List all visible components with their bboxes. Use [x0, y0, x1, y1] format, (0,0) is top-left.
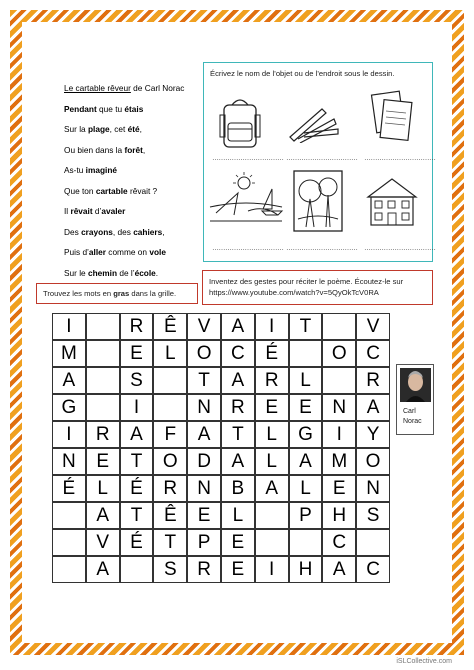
picture-exercise-box	[203, 62, 436, 262]
site-watermark: iSLCollective.com	[396, 658, 452, 665]
text-run: comme on	[105, 247, 150, 257]
grid-cell[interactable]: A	[52, 367, 86, 394]
bold-word: école	[134, 267, 156, 278]
grid-cell[interactable]: A	[322, 556, 356, 583]
grid-cell[interactable]	[289, 529, 323, 556]
grid-cell[interactable]: C	[356, 340, 390, 367]
author-photo	[400, 368, 431, 402]
grid-cell[interactable]: T	[289, 313, 323, 340]
grid-cell[interactable]: A	[187, 421, 221, 448]
grid-cell[interactable]: M	[322, 448, 356, 475]
grid-cell[interactable]: Y	[356, 421, 390, 448]
grid-cell[interactable]: H	[289, 556, 323, 583]
grid-cell[interactable]: Ê	[153, 313, 187, 340]
grid-cell[interactable]: A	[289, 448, 323, 475]
grid-cell[interactable]: A	[356, 394, 390, 421]
grid-cell[interactable]: M	[52, 340, 86, 367]
bold-word: Pendant	[64, 103, 97, 114]
grid-cell[interactable]: L	[255, 448, 289, 475]
grid-row	[52, 367, 390, 394]
grid-row	[52, 475, 390, 502]
bold-word: aller	[88, 247, 106, 257]
grid-cell[interactable]: C	[221, 340, 255, 367]
grid-cell[interactable]: É	[120, 529, 154, 556]
grid-cell[interactable]: R	[187, 556, 221, 583]
answer-line-6[interactable]: ……………………………	[364, 245, 436, 252]
grid-cell[interactable]: S	[153, 556, 187, 583]
grid-cell[interactable]: N	[52, 448, 86, 475]
bold-word: avaler	[101, 206, 126, 216]
bold-word: cartable	[95, 185, 128, 196]
grid-cell[interactable]: R	[255, 367, 289, 394]
grid-cell[interactable]	[86, 394, 120, 421]
grid-cell[interactable]: L	[86, 475, 120, 502]
answer-line-1[interactable]: ……………………………	[212, 155, 284, 162]
grid-cell[interactable]: I	[255, 556, 289, 583]
grid-cell[interactable]	[86, 340, 120, 367]
grid-cell[interactable]: G	[289, 421, 323, 448]
poem-line	[64, 119, 199, 140]
grid-cell[interactable]: C	[322, 529, 356, 556]
bold-word: forêt	[124, 144, 143, 155]
grid-cell[interactable]: N	[187, 475, 221, 502]
grid-cell[interactable]: L	[221, 502, 255, 529]
grid-instruction-text	[43, 289, 176, 298]
text-run: Trouvez les mots en	[43, 289, 114, 298]
grid-cell[interactable]: I	[52, 313, 86, 340]
grid-instruction-box	[36, 283, 198, 304]
grid-row	[52, 313, 390, 340]
word-search-grid	[52, 313, 390, 583]
text-run: de Carl Norac	[130, 83, 185, 93]
grid-cell[interactable]: A	[221, 313, 255, 340]
text-run: Sur la	[64, 124, 88, 134]
grid-cell[interactable]: R	[221, 394, 255, 421]
author-last-name: Norac	[403, 418, 422, 425]
grid-cell[interactable]	[120, 556, 154, 583]
grid-cell[interactable]: R	[153, 475, 187, 502]
grid-cell[interactable]: A	[86, 502, 120, 529]
grid-cell[interactable]: O	[187, 340, 221, 367]
grid-cell[interactable]: F	[153, 421, 187, 448]
grid-cell[interactable]	[86, 367, 120, 394]
text-run: rêvait ?	[127, 185, 158, 196]
grid-cell[interactable]: E	[120, 340, 154, 367]
bold-word: chemin	[87, 267, 118, 278]
grid-cell[interactable]: E	[221, 556, 255, 583]
grid-cell[interactable]: O	[356, 448, 390, 475]
text-run: Que ton	[64, 185, 96, 196]
grid-cell[interactable]: É	[255, 340, 289, 367]
grid-cell[interactable]: I	[52, 421, 86, 448]
grid-cell[interactable]: E	[221, 529, 255, 556]
grid-cell[interactable]: D	[187, 448, 221, 475]
text-run: As-tu	[64, 165, 86, 175]
grid-cell[interactable]: E	[322, 475, 356, 502]
poem-line	[64, 140, 199, 161]
text-run: de l’	[117, 267, 135, 278]
answer-line-5[interactable]: ……………………………	[286, 245, 358, 252]
backpack-drawing	[218, 93, 262, 153]
picture-instruction: Écrivez le nom de l’objet ou de l’endroit sous le dessin.	[210, 69, 395, 78]
poem-line	[64, 263, 199, 284]
grid-cell[interactable]: E	[289, 394, 323, 421]
grid-row	[52, 421, 390, 448]
grid-cell[interactable]	[289, 340, 323, 367]
grid-cell[interactable]: P	[289, 502, 323, 529]
grid-cell[interactable]	[52, 502, 86, 529]
grid-cell[interactable]: P	[187, 529, 221, 556]
text-run: ,	[162, 226, 165, 237]
grid-cell[interactable]: A	[221, 448, 255, 475]
grid-cell[interactable]: I	[322, 421, 356, 448]
grid-cell[interactable]: I	[120, 394, 154, 421]
bold-word: gras	[113, 289, 130, 298]
grid-cell[interactable]: L	[153, 340, 187, 367]
video-link[interactable]: https://www.youtube.com/watch?v=5QyOkTcV0RA	[209, 288, 379, 297]
poem-text	[64, 78, 199, 283]
school-building-drawing	[364, 175, 420, 229]
grid-cell[interactable]	[322, 367, 356, 394]
sailboat-drawing	[260, 187, 284, 217]
grid-cell[interactable]	[153, 367, 187, 394]
forest-drawing	[292, 169, 344, 233]
grid-cell[interactable]: S	[356, 502, 390, 529]
grid-cell[interactable]: E	[86, 448, 120, 475]
grid-cell[interactable]: E	[187, 502, 221, 529]
video-instruction-box	[202, 270, 433, 305]
grid-row	[52, 502, 390, 529]
grid-cell[interactable]: A	[86, 556, 120, 583]
poem-line	[64, 201, 199, 222]
text-run: d’	[92, 206, 102, 216]
grid-cell[interactable]: R	[356, 367, 390, 394]
grid-cell[interactable]	[356, 529, 390, 556]
text-run: que tu	[96, 103, 125, 114]
text-run: ,	[142, 144, 146, 155]
bold-word: plage	[87, 124, 110, 134]
text-run: Des	[64, 226, 82, 237]
grid-cell[interactable]	[52, 529, 86, 556]
poem-line	[64, 242, 199, 263]
grid-cell[interactable]: N	[187, 394, 221, 421]
notebooks-drawing	[370, 89, 414, 147]
grid-cell[interactable]: O	[322, 340, 356, 367]
grid-row	[52, 529, 390, 556]
grid-cell[interactable]: A	[120, 421, 154, 448]
poem-line	[64, 181, 199, 202]
grid-row	[52, 340, 390, 367]
grid-cell[interactable]: R	[86, 421, 120, 448]
author-first-name: Carl	[403, 408, 416, 415]
bold-word: rêvait	[70, 206, 93, 216]
grid-cell[interactable]	[52, 556, 86, 583]
grid-cell[interactable]: C	[356, 556, 390, 583]
grid-cell[interactable]: V	[187, 313, 221, 340]
bold-word: imaginé	[85, 165, 118, 175]
text-run: .	[155, 267, 159, 278]
text-run: Le cartable rêveur	[64, 83, 131, 93]
grid-cell[interactable]: É	[52, 475, 86, 502]
grid-cell[interactable]: T	[153, 529, 187, 556]
grid-cell[interactable]: H	[322, 502, 356, 529]
poem-line	[64, 99, 199, 120]
grid-cell[interactable]: S	[120, 367, 154, 394]
grid-cell[interactable]: A	[221, 367, 255, 394]
poem-line	[64, 160, 199, 181]
bold-word: vole	[149, 247, 166, 257]
answer-line-2[interactable]: ……………………………	[286, 155, 358, 162]
grid-cell[interactable]: T	[120, 448, 154, 475]
video-instruction-text: Inventez des gestes pour réciter le poème. Écoutez-le sur	[209, 277, 404, 286]
text-run: dans la grille.	[129, 289, 177, 298]
pencils-drawing	[286, 103, 342, 143]
text-run: Ou bien dans la	[64, 144, 125, 155]
grid-cell[interactable]: L	[289, 475, 323, 502]
grid-cell[interactable]: N	[356, 475, 390, 502]
grid-cell[interactable]: T	[187, 367, 221, 394]
bold-word: étais	[124, 103, 144, 114]
grid-row	[52, 556, 390, 583]
grid-cell[interactable]: G	[52, 394, 86, 421]
grid-cell[interactable]	[255, 529, 289, 556]
grid-cell[interactable]: É	[120, 475, 154, 502]
grid-cell[interactable]	[86, 313, 120, 340]
text-run: , cet	[109, 124, 128, 134]
text-run: , des	[112, 226, 134, 237]
text-run: ,	[139, 124, 142, 134]
grid-cell[interactable]: T	[120, 502, 154, 529]
grid-cell[interactable]: R	[120, 313, 154, 340]
grid-cell[interactable]: E	[255, 394, 289, 421]
answer-line-4[interactable]: ……………………………	[212, 245, 284, 252]
poem-title	[64, 78, 199, 99]
grid-row	[52, 448, 390, 475]
bold-word: cahiers	[133, 226, 163, 237]
grid-cell[interactable]	[322, 313, 356, 340]
grid-cell[interactable]: V	[86, 529, 120, 556]
bold-word: été	[127, 124, 140, 134]
grid-cell[interactable]: L	[255, 421, 289, 448]
author-card	[396, 364, 434, 435]
grid-cell[interactable]: I	[255, 313, 289, 340]
grid-cell[interactable]	[153, 394, 187, 421]
grid-cell[interactable]: T	[221, 421, 255, 448]
text-run: Puis d’	[64, 247, 89, 257]
poem-line	[64, 222, 199, 243]
grid-cell[interactable]: A	[255, 475, 289, 502]
grid-cell[interactable]: Ê	[153, 502, 187, 529]
grid-cell[interactable]: O	[153, 448, 187, 475]
grid-cell[interactable]: N	[322, 394, 356, 421]
grid-row	[52, 394, 390, 421]
grid-cell[interactable]: B	[221, 475, 255, 502]
answer-line-3[interactable]: ……………………………	[364, 155, 436, 162]
text-run: Sur le	[64, 267, 88, 278]
grid-cell[interactable]: L	[289, 367, 323, 394]
bold-word: crayons	[81, 226, 113, 237]
grid-cell[interactable]: V	[356, 313, 390, 340]
grid-cell[interactable]	[255, 502, 289, 529]
text-run: Il	[64, 206, 71, 216]
